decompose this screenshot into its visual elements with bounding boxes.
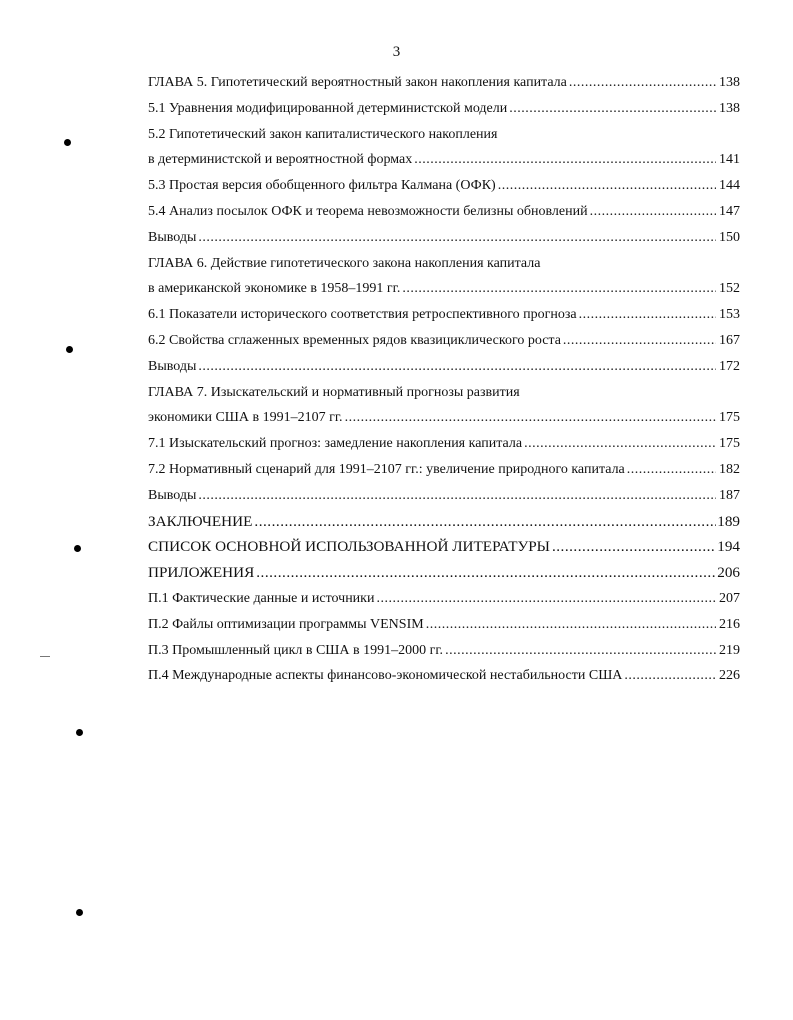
toc-entry-conclusions-7 <box>148 483 740 509</box>
toc-entry-5-4 <box>148 199 740 225</box>
toc-entry-page: 144 <box>719 178 740 194</box>
toc-entry-page: 182 <box>719 461 740 477</box>
toc-entry-conclusion <box>148 509 740 535</box>
toc-leader-dots <box>343 405 716 431</box>
toc-entry-page: 138 <box>719 100 740 116</box>
toc-entry-title: ПРИЛОЖЕНИЯ <box>148 564 255 582</box>
toc-leader-dots <box>496 173 716 199</box>
toc-leader-dots <box>196 483 716 509</box>
toc-leader-dots <box>567 70 716 96</box>
toc-entry-page: 216 <box>719 616 740 632</box>
toc-entry-page: 219 <box>719 642 740 658</box>
toc-entry-title: 7.1 Изыскательский прогноз: замедление накопления капитала <box>148 436 523 452</box>
toc-entry-title: Выводы <box>148 229 197 245</box>
toc-entry-title: ГЛАВА 7. Изыскательский и нормативный прогнозы развития <box>148 384 520 400</box>
binder-hole-mark <box>64 139 71 146</box>
toc-entry-page: 206 <box>717 564 740 582</box>
toc-entry-7-1 <box>148 431 740 457</box>
toc-leader-dots <box>507 96 716 122</box>
toc-entry-page: 189 <box>717 512 740 530</box>
binder-hole-mark <box>76 729 83 736</box>
toc-leader-dots <box>550 534 716 560</box>
page-number: 3 <box>392 44 401 60</box>
binder-hole-mark <box>66 346 73 353</box>
toc-entry-title: 5.2 Гипотетический закон капиталистического накопления <box>148 126 498 142</box>
toc-leader-dots <box>577 302 716 328</box>
toc-entry-page: 207 <box>719 590 740 606</box>
toc-entry-7-2 <box>148 457 740 483</box>
toc-entry-title: 5.1 Уравнения модифицированной детерминистской модели <box>148 100 508 116</box>
toc-entry-page: 153 <box>719 307 740 323</box>
toc-entry-appendix-2 <box>148 612 740 638</box>
toc-entry-page: 147 <box>719 203 740 219</box>
toc-entry-title: 7.2 Нормативный сценарий для 1991–2107 гг.: увеличение природного капитала <box>148 461 625 477</box>
toc-leader-dots <box>522 431 716 457</box>
toc-entry-title: П.2 Файлы оптимизации программы VENSIM <box>148 616 424 632</box>
toc-entry-title: ГЛАВА 5. Гипотетический вероятностный закон накопления капитала <box>148 75 567 90</box>
toc-entry-page: 152 <box>719 281 740 297</box>
toc-entry-title: П.3 Промышленный цикл в США в 1991–2000 гг. <box>148 642 444 658</box>
toc-entry-title: 5.4 Анализ посылок ОФК и теорема невозможности белизны обновлений <box>148 203 588 219</box>
toc-entry-appendices <box>148 560 740 586</box>
toc-leader-dots <box>196 354 716 380</box>
toc-entry-5-2-cont <box>148 147 740 173</box>
toc-entry-page: 150 <box>719 229 740 245</box>
toc-entry-chapter-6-cont <box>148 276 740 302</box>
toc-entry-chapter-5 <box>148 70 740 96</box>
toc-entry-conclusions-6 <box>148 354 740 380</box>
toc-entry-chapter-7-cont <box>148 405 740 431</box>
toc-entry-title: ГЛАВА 6. Действие гипотетического закона накопления капитала <box>148 255 541 271</box>
scan-mark <box>40 656 50 657</box>
toc-entry-title: ЗАКЛЮЧЕНИЕ <box>148 512 253 530</box>
toc-entry-title: 6.2 Свойства сглаженных временных рядов квазициклического роста <box>148 332 561 348</box>
toc-entry-page: 187 <box>719 487 740 503</box>
toc-leader-dots <box>252 509 716 535</box>
binder-hole-mark <box>74 545 81 552</box>
toc-entry-6-2 <box>148 328 740 354</box>
toc-entry-title: 6.1 Показатели исторического соответствия ретроспективного прогноза <box>148 307 577 323</box>
toc-entry-page: 141 <box>719 152 740 168</box>
toc-entry-chapter-6 <box>148 251 740 277</box>
toc-entry-page: 194 <box>717 538 740 556</box>
toc-entry-title: в американской экономике в 1958–1991 гг. <box>148 281 401 297</box>
toc-leader-dots <box>196 225 716 251</box>
toc-entry-page: 175 <box>719 436 740 452</box>
toc-entry-page: 172 <box>719 358 740 374</box>
toc-entry-references <box>148 534 740 560</box>
toc-leader-dots <box>561 328 716 354</box>
toc-entry-title: Выводы <box>148 358 197 374</box>
toc-leader-dots <box>374 586 716 612</box>
toc-entry-6-1 <box>148 302 740 328</box>
toc-leader-dots <box>400 276 716 302</box>
toc-entry-page: 138 <box>719 75 740 90</box>
toc-entry-appendix-4 <box>148 663 740 689</box>
toc-entry-title: 5.3 Простая версия обобщенного фильтра Калмана (ОФК) <box>148 178 496 194</box>
toc-leader-dots <box>588 199 716 225</box>
toc-leader-dots <box>412 147 716 173</box>
toc-entry-5-3 <box>148 173 740 199</box>
toc-leader-dots <box>424 612 716 638</box>
toc-entry-5-1 <box>148 96 740 122</box>
toc-entry-conclusions-5 <box>148 225 740 251</box>
binder-hole-mark <box>76 909 83 916</box>
toc-entry-title: в детерминистской и вероятностной формах <box>148 152 413 168</box>
toc-entry-title: П.4 Международные аспекты финансово-экономической нестабильности США <box>148 668 623 684</box>
toc-entry-page: 175 <box>719 410 740 426</box>
toc-entry-title: СПИСОК ОСНОВНОЙ ИСПОЛЬЗОВАННОЙ ЛИТЕРАТУРЫ <box>148 538 550 556</box>
toc-entry-chapter-7 <box>148 380 740 406</box>
toc-entry-appendix-3 <box>148 638 740 664</box>
toc-entry-5-2 <box>148 122 740 148</box>
toc-leader-dots <box>443 638 716 664</box>
toc-leader-dots <box>622 663 716 689</box>
toc-entry-title: Выводы <box>148 487 197 503</box>
toc-entry-page: 226 <box>719 668 740 684</box>
toc-entry-title: экономики США в 1991–2107 гг. <box>148 410 343 426</box>
toc-entry-title: П.1 Фактические данные и источники <box>148 590 375 606</box>
table-of-contents <box>148 70 740 689</box>
toc-leader-dots <box>625 457 716 483</box>
toc-leader-dots <box>254 560 716 586</box>
toc-entry-page: 167 <box>719 332 740 348</box>
toc-entry-appendix-1 <box>148 586 740 612</box>
